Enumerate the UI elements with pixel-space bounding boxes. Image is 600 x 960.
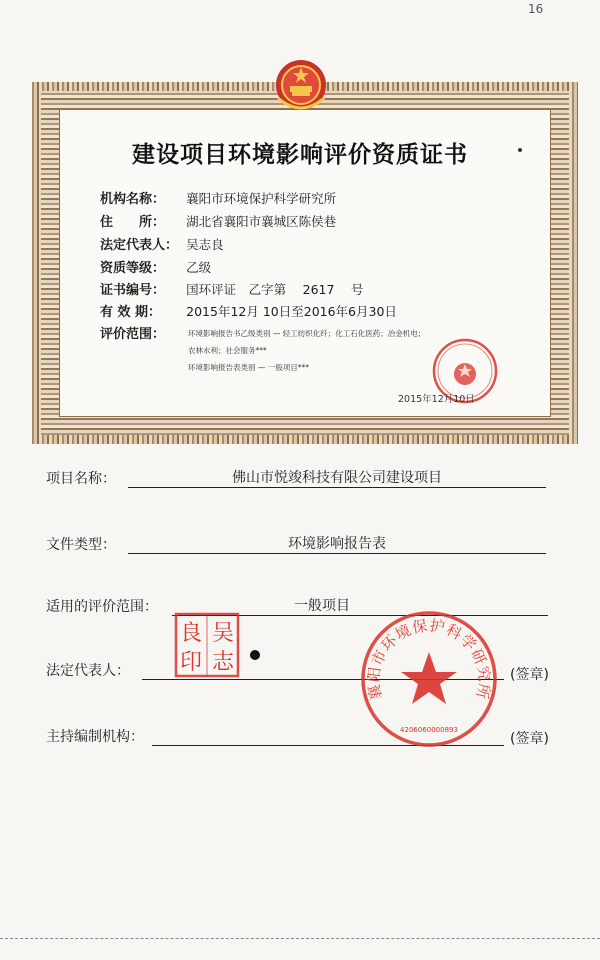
legal-rep-value: 吴志良 bbox=[186, 237, 224, 252]
ink-dot bbox=[250, 650, 260, 660]
validity-value: 2015年12月 10日至2016年6月30日 bbox=[186, 304, 397, 319]
svg-text:良: 良 bbox=[179, 621, 203, 646]
cert-row-grade bbox=[100, 257, 211, 276]
svg-text:4206060000893: 4206060000893 bbox=[400, 726, 458, 734]
scope-line-3: 环境影响报告表类别 — 一般项目*** bbox=[188, 363, 310, 372]
svg-text:印: 印 bbox=[179, 650, 203, 675]
org-sign-suffix: (签章) bbox=[510, 731, 549, 747]
address-label: 住 所： bbox=[100, 215, 166, 230]
cert-number-value: 国环评证 乙字第 2617 号 bbox=[186, 282, 364, 297]
page-number: 16 bbox=[528, 2, 544, 16]
institution-label: 机构名称： bbox=[100, 192, 166, 207]
institution-value: 襄阳市环境保护科学研究所 bbox=[186, 191, 337, 206]
grade-label: 资质等级： bbox=[100, 261, 166, 276]
scope-label: 评价范围： bbox=[100, 327, 166, 342]
ink-mark bbox=[518, 148, 522, 152]
legal-rep-form-label: 法定代表人： bbox=[46, 663, 130, 679]
doc-type-value: 环境影响报告表 bbox=[288, 536, 386, 552]
svg-text:襄阳市环境保护科学研究所: 襄阳市环境保护科学研究所 bbox=[364, 616, 494, 702]
cert-row-scope bbox=[100, 323, 182, 342]
scope-form-value: 一般项目 bbox=[294, 598, 350, 614]
legal-rep-sign-suffix: (签章) bbox=[510, 667, 549, 683]
doc-type-underline bbox=[128, 553, 546, 554]
scope-line-1: 环境影响报告书乙级类别 — 轻工纺织化纤；化工石化医药；冶金机电； bbox=[188, 329, 426, 338]
project-name-label: 项目名称： bbox=[46, 471, 116, 487]
validity-label: 有 效 期： bbox=[100, 305, 162, 320]
doc-type-label: 文件类型： bbox=[46, 537, 116, 553]
issue-date: 2015年12月10日 bbox=[398, 394, 475, 405]
project-name-underline bbox=[128, 487, 546, 488]
page-bottom-edge bbox=[0, 938, 600, 939]
svg-text:志: 志 bbox=[211, 650, 235, 675]
project-name-value: 佛山市悦竣科技有限公司建设项目 bbox=[232, 470, 442, 486]
org-form-label: 主持编制机构： bbox=[46, 729, 144, 745]
legal-rep-label: 法定代表人： bbox=[100, 238, 179, 253]
scope-form-label: 适用的评价范围： bbox=[46, 599, 158, 615]
personal-seal-stamp bbox=[174, 612, 240, 678]
cert-row-address bbox=[100, 211, 336, 230]
svg-text:吴: 吴 bbox=[211, 621, 235, 646]
cert-number-label: 证书编号： bbox=[100, 283, 166, 298]
grade-value: 乙级 bbox=[186, 260, 212, 275]
cert-row-institution bbox=[100, 188, 336, 207]
scope-line-2: 农林水利；社会服务*** bbox=[188, 346, 267, 355]
institute-seal-stamp bbox=[360, 610, 498, 748]
address-value: 湖北省襄阳市襄城区陈侯巷 bbox=[186, 214, 337, 229]
cert-row-number bbox=[100, 279, 363, 298]
certificate-title: 建设项目环境影响评价资质证书 bbox=[132, 141, 468, 168]
national-emblem-icon bbox=[272, 58, 330, 112]
cert-row-validity bbox=[100, 301, 397, 320]
cert-row-legal-rep bbox=[100, 234, 224, 253]
